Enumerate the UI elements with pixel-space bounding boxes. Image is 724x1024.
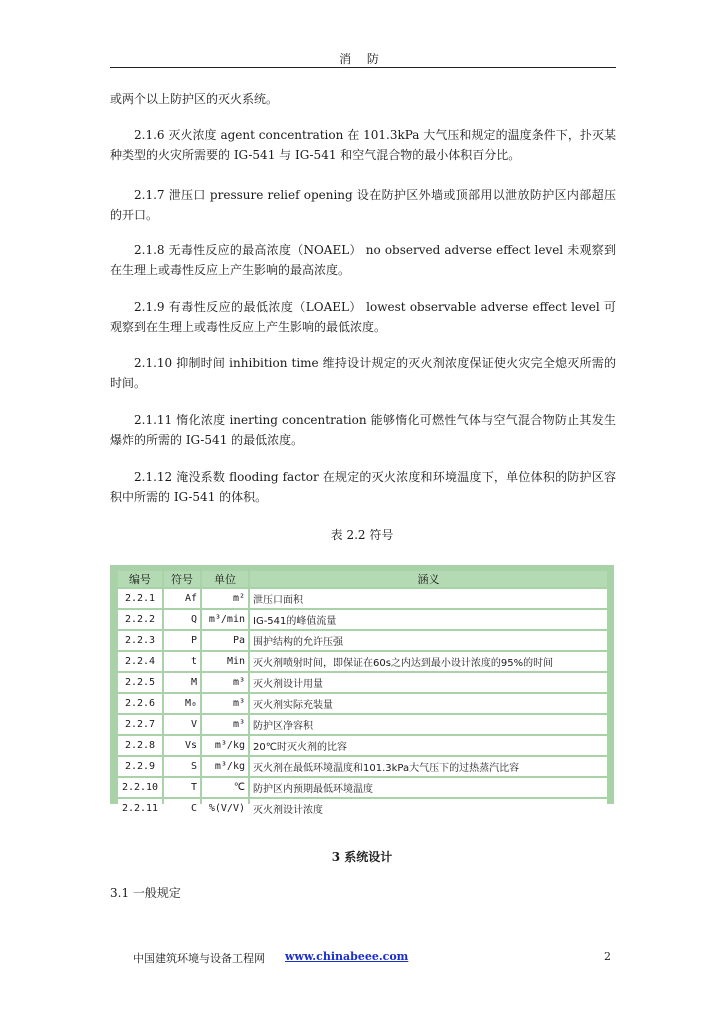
cell-meaning: 灭火剂喷射时间，即保证在60s之内达到最小设计浓度的95%的时间 — [250, 652, 607, 671]
cell-unit: m³/kg — [202, 736, 248, 755]
cell-symbol: M — [164, 673, 200, 692]
cell-meaning: 灭火剂在最低环境温度和101.3kPa大气压下的过热蒸汽比容 — [250, 757, 607, 776]
footer-organization: 中国建筑环境与设备工程网 — [133, 952, 265, 965]
cell-number: 2.2.10 — [118, 778, 162, 797]
cell-meaning: 防护区内预期最低环境温度 — [250, 778, 607, 797]
paragraph-2-1-12: 2.1.12 淹没系数 flooding factor 在规定的灭火浓度和环境温度下，单位体积的防护区容积中所需的 IG-541 的体积。 — [110, 470, 616, 504]
header-meaning: 涵义 — [250, 571, 607, 587]
cell-unit: Min — [202, 652, 248, 671]
cell-meaning: 防护区净容积 — [250, 715, 607, 734]
cell-number: 2.2.11 — [118, 799, 162, 818]
cell-unit: m³/kg — [202, 757, 248, 776]
table-row — [118, 652, 607, 671]
cell-symbol: S — [164, 757, 200, 776]
section-title: 3 系统设计 — [331, 850, 393, 864]
cell-symbol: P — [164, 631, 200, 650]
symbol-table — [116, 569, 609, 820]
paragraph-2-1-11: 2.1.11 惰化浓度 inerting concentration 能够惰化可燃性气体与空气混合物防止其发生爆炸的所需的 IG-541 的最低浓度。 — [110, 413, 616, 447]
table-row — [118, 715, 607, 734]
paragraph-2-1-8: 2.1.8 无毒性反应的最高浓度（NOAEL） no observed adverse effect level 未观察到在生理上或毒性反应上产生影响的最高浓度。 — [110, 243, 616, 277]
paragraph-2-1-10: 2.1.10 抑制时间 inhibition time 维持设计规定的灭火剂浓度保证使火灾完全熄灭所需的时间。 — [110, 356, 616, 390]
cell-meaning: 灭火剂设计浓度 — [250, 799, 607, 818]
cell-meaning: 灭火剂实际充装量 — [250, 694, 607, 713]
cell-number: 2.2.8 — [118, 736, 162, 755]
cell-meaning: 泄压口面积 — [250, 589, 607, 608]
table-row — [118, 610, 607, 629]
cell-unit: m² — [202, 589, 248, 608]
paragraph-continuation: 或两个以上防护区的灭火系统。 — [110, 92, 279, 106]
paragraph-2-1-9: 2.1.9 有毒性反应的最低浓度（LOAEL） lowest observable adverse effect level 可观察到在生理上或毒性反应上产生影响的最低浓度。 — [110, 300, 616, 334]
cell-meaning: 20℃时灭火剂的比容 — [250, 736, 607, 755]
cell-unit: %(V/V) — [202, 799, 248, 818]
header-number: 编号 — [118, 571, 162, 587]
cell-symbol: Q — [164, 610, 200, 629]
cell-number: 2.2.9 — [118, 757, 162, 776]
cell-number: 2.2.6 — [118, 694, 162, 713]
cell-number: 2.2.7 — [118, 715, 162, 734]
cell-symbol: Vs — [164, 736, 200, 755]
header-rule — [110, 67, 616, 68]
cell-unit: ℃ — [202, 778, 248, 797]
page-header-title: 消 防 — [339, 52, 385, 66]
footer-website-link[interactable]: www.chinabeee.com — [285, 950, 409, 963]
table-row — [118, 694, 607, 713]
table-row — [118, 673, 607, 692]
subsection-title: 3.1 一般规定 — [110, 886, 181, 900]
table-row — [118, 799, 607, 818]
table-row — [118, 631, 607, 650]
cell-symbol: C — [164, 799, 200, 818]
paragraph-2-1-6: 2.1.6 灭火浓度 agent concentration 在 101.3kPa 大气压和规定的温度条件下，扑灭某种类型的火灾所需要的 IG-541 与 IG-541 和空气混合物的最小体积百分比。 — [110, 128, 616, 162]
paragraph-2-1-7: 2.1.7 泄压口 pressure relief opening 设在防护区外墙或顶部用以泄放防护区内部超压的开口。 — [110, 188, 616, 222]
cell-number: 2.2.4 — [118, 652, 162, 671]
cell-number: 2.2.5 — [118, 673, 162, 692]
cell-number: 2.2.3 — [118, 631, 162, 650]
cell-unit: m³/min — [202, 610, 248, 629]
cell-unit: m³ — [202, 673, 248, 692]
table-header-row — [118, 571, 607, 587]
page-number: 2 — [604, 950, 611, 963]
table-row — [118, 736, 607, 755]
cell-meaning: IG-541的峰值流量 — [250, 610, 607, 629]
cell-number: 2.2.2 — [118, 610, 162, 629]
table-row — [118, 589, 607, 608]
cell-meaning: 围护结构的允许压强 — [250, 631, 607, 650]
cell-unit: Pa — [202, 631, 248, 650]
header-symbol: 符号 — [164, 571, 200, 587]
table-row — [118, 778, 607, 797]
cell-number: 2.2.1 — [118, 589, 162, 608]
cell-symbol: T — [164, 778, 200, 797]
symbol-table-container — [110, 565, 614, 816]
table-row — [118, 757, 607, 776]
cell-symbol: V — [164, 715, 200, 734]
table-caption: 表 2.2 符号 — [330, 528, 394, 542]
header-unit: 单位 — [202, 571, 248, 587]
cell-unit: m³ — [202, 694, 248, 713]
cell-symbol: M₀ — [164, 694, 200, 713]
cell-meaning: 灭火剂设计用量 — [250, 673, 607, 692]
cell-symbol: Af — [164, 589, 200, 608]
cell-unit: m³ — [202, 715, 248, 734]
cell-symbol: t — [164, 652, 200, 671]
